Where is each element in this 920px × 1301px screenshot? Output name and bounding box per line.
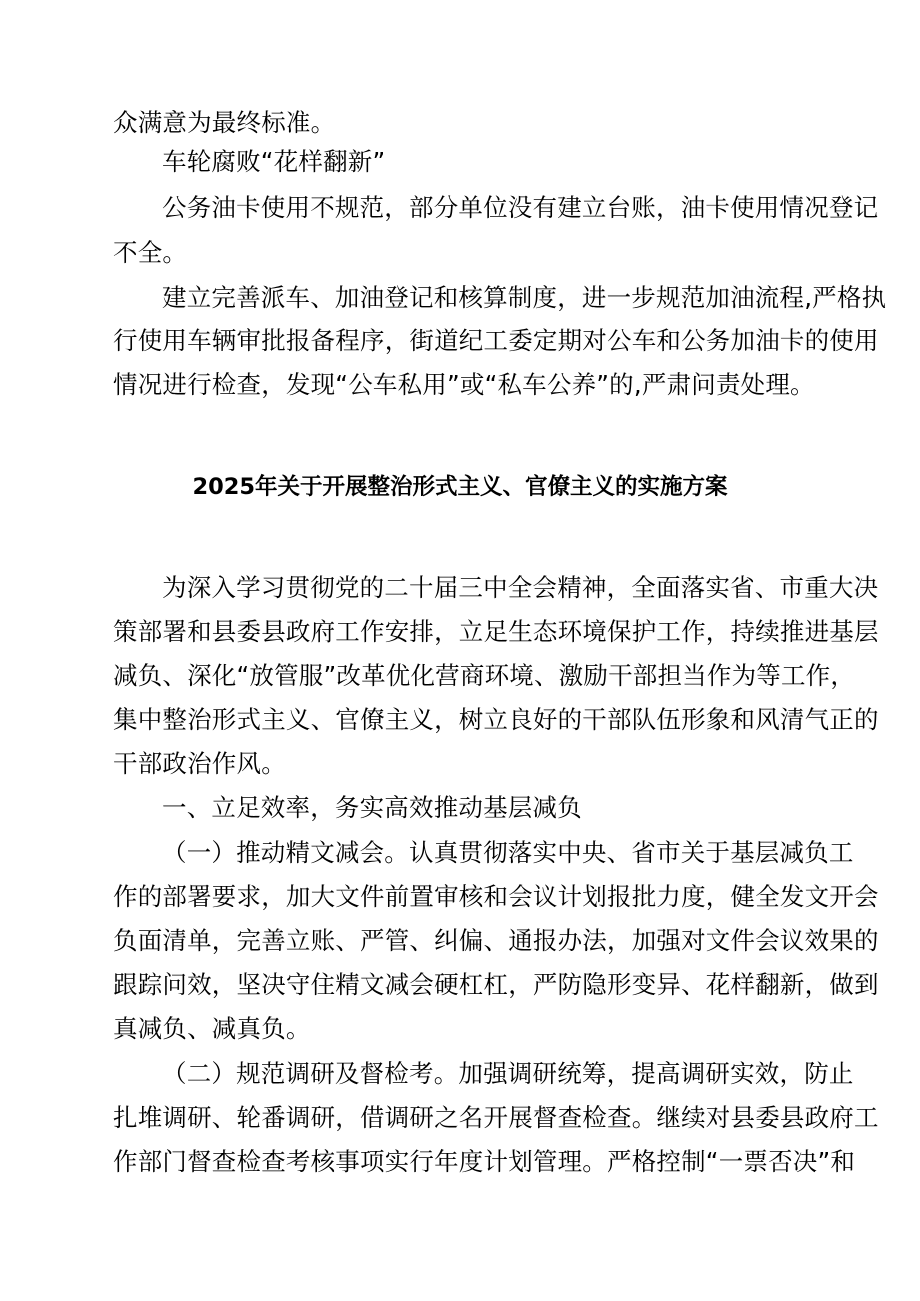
document-title: 2025年关于开展整治形式主义、官僚主义的实施方案 xyxy=(192,474,728,500)
intro-line-1: 为深入学习贯彻党的二十届三中全会精神，全面落实省、市重大决 xyxy=(162,573,879,602)
continuation-line-1: 众满意为最终标准。 xyxy=(113,108,336,137)
intro-line-2: 策部署和县委县政府工作安排，立足生态环境保护工作，持续推进基层 xyxy=(113,617,879,646)
measure-line-1: 建立完善派车、加油登记和核算制度，进一步规范加油流程,严格执 xyxy=(162,283,887,312)
problem-line-1: 公务油卡使用不规范，部分单位没有建立台账，油卡使用情况登记 xyxy=(162,193,879,222)
problem-line-2: 不全。 xyxy=(113,238,188,267)
item-one-line-1: （一）推动精文减会。认真贯彻落实中央、省市关于基层减负工 xyxy=(162,838,854,867)
intro-line-5: 干部政治作风。 xyxy=(113,749,286,778)
item-one-line-2: 作的部署要求，加大文件前置审核和会议计划报批力度，健全发文开会 xyxy=(113,882,879,911)
intro-line-3: 减负、深化“放管服”改革优化营商环境、激励干部担当作为等工作， xyxy=(113,661,856,690)
heading-one: 一、立足效率，务实高效推动基层减负 xyxy=(162,793,582,822)
item-two-line-2: 扎堆调研、轮番调研，借调研之名开展督查检查。继续对县委县政府工 xyxy=(113,1103,879,1132)
item-one-line-4: 跟踪问效，坚决守住精文减会硬杠杠，严防隐形变异、花样翻新，做到 xyxy=(113,970,879,999)
measure-line-3: 情况进行检查，发现“公车私用”或“私车公养”的,严肃问责处理。 xyxy=(113,370,815,399)
item-one-line-5: 真减负、减真负。 xyxy=(113,1014,311,1043)
item-two-line-1: （二）规范调研及督检考。加强调研统筹，提高调研实效，防止 xyxy=(162,1059,854,1088)
item-one-line-3: 负面清单，完善立账、严管、纠偏、通报办法，加强对文件会议效果的 xyxy=(113,926,879,955)
section-heading: 车轮腐败“花样翻新” xyxy=(162,147,386,176)
intro-line-4: 集中整治形式主义、官僚主义，树立良好的干部队伍形象和风清气正的 xyxy=(113,705,879,734)
measure-line-2: 行使用车辆审批报备程序，街道纪工委定期对公车和公务加油卡的使用 xyxy=(113,326,879,355)
item-two-line-3: 作部门督查检查考核事项实行年度计划管理。严格控制“一票否决”和 xyxy=(113,1147,856,1176)
